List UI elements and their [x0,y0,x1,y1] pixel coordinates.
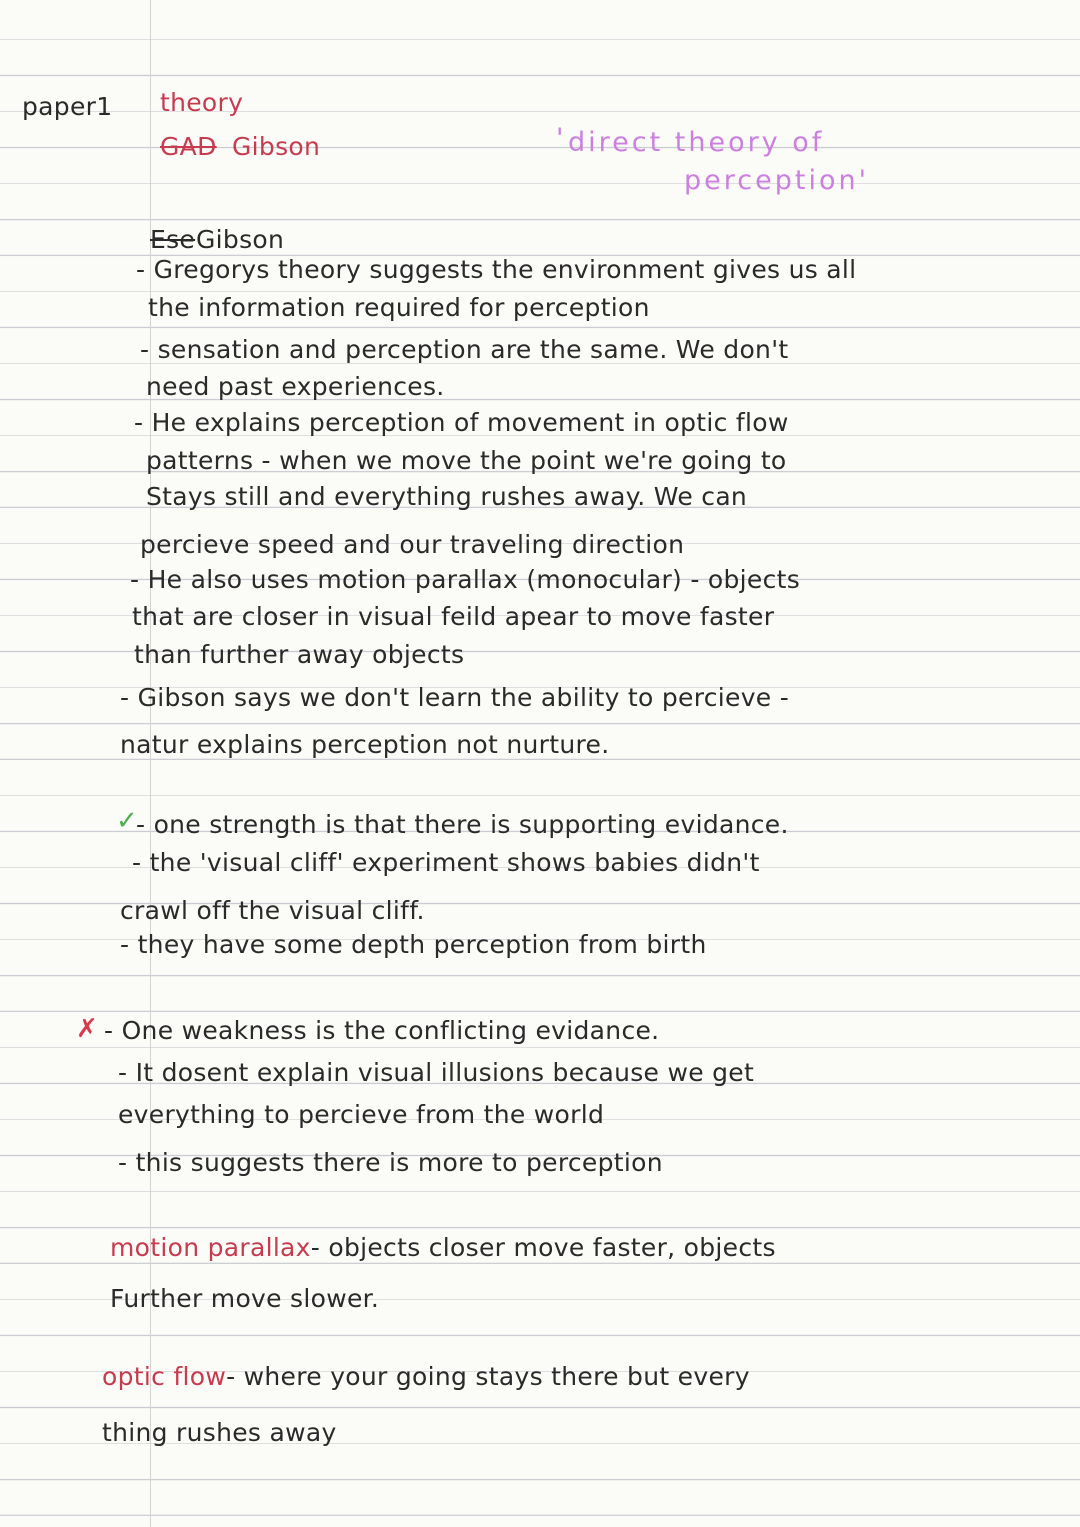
note-line: - He explains perception of movement in optic flow [134,408,789,437]
title-line-2: perception' [684,165,869,196]
definition-optic-flow [102,1362,750,1392]
strength-line: crawl off the visual cliff. [120,896,425,925]
definition-motion-parallax [110,1233,776,1263]
weakness-line: - One weakness is the conflicting evidance. [104,1016,660,1045]
theorist-name: Gibson [232,132,321,161]
definition-term: motion parallax [110,1233,311,1262]
note-line: natur explains perception not nurture. [120,730,610,759]
definition-term: optic flow [102,1362,227,1391]
definition-text: - where your going stays there but every [226,1362,750,1391]
note-line: - sensation and perception are the same. We don't [140,335,789,364]
note-line: need past experiences. [146,372,445,401]
note-line: - Gibson says we don't learn the ability to percieve - [120,683,790,712]
definition-text: thing rushes away [102,1418,337,1447]
strength-line: - the 'visual cliff' experiment shows babies didn't [132,848,760,877]
notes-subtitle: Gibson [196,225,285,254]
title-line-1: direct theory of [568,127,825,158]
definition-text: Further move slower. [110,1284,380,1313]
theory-label: theory [160,88,244,117]
weakness-line: everything to percieve from the world [118,1100,605,1129]
note-line: than further away objects [134,640,465,669]
note-line: the information required for perception [148,293,650,322]
check-icon: ✓ [116,806,139,836]
note-line: - Gregorys theory suggests the environment gives us all [136,255,857,284]
strength-line: - they have some depth perception from birth [120,930,707,959]
note-line: - He also uses motion parallax (monocular) - objects [130,565,801,594]
note-line: patterns - when we move the point we're going to [146,446,787,475]
note-line: that are closer in visual feild apear to move faster [132,602,775,631]
title-quote-open: ' [556,123,567,154]
note-line: Stays still and everything rushes away. We can [146,482,748,511]
crossed-out-word: Ese [150,225,196,254]
definition-text: - objects closer move faster, objects [310,1233,776,1262]
note-line: percieve speed and our traveling direction [140,530,685,559]
paper-label: paper1 [22,92,113,121]
weakness-line: - It dosent explain visual illusions because we get [118,1058,755,1087]
strength-line: - one strength is that there is supporting evidance. [136,810,789,839]
weakness-line: - this suggests there is more to perception [118,1148,663,1177]
crossed-out-word: GAD [160,132,217,161]
cross-icon: ✗ [76,1014,99,1044]
